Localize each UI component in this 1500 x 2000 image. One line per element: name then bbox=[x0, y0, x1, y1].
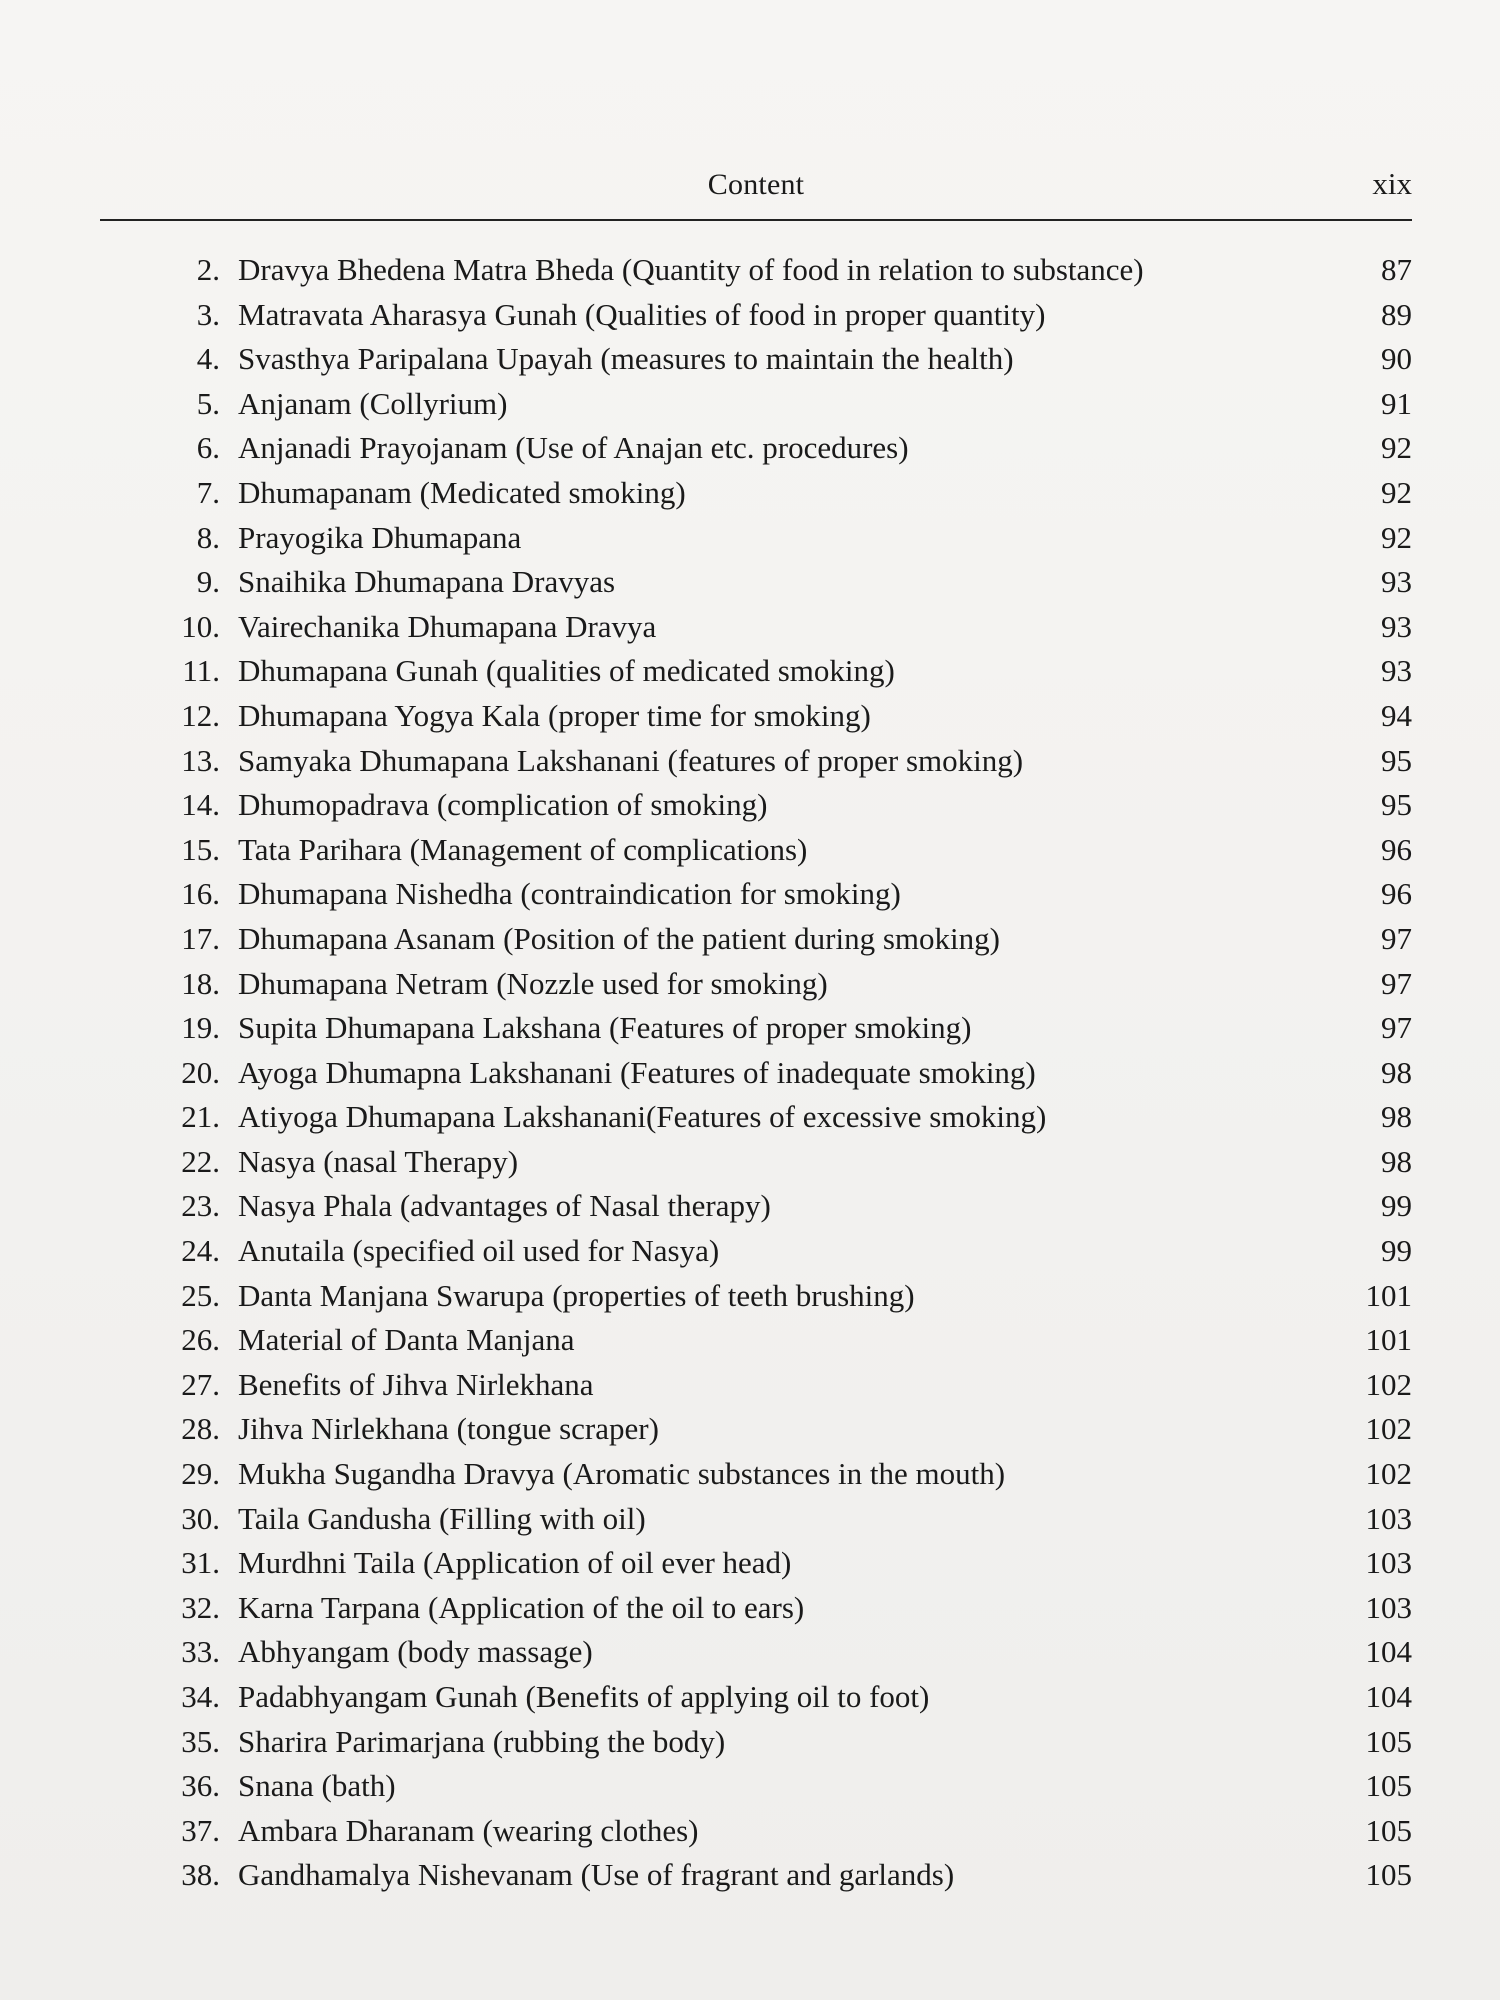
toc-entry bbox=[100, 739, 1412, 784]
table-of-contents bbox=[100, 248, 1412, 1898]
toc-entry bbox=[100, 1764, 1412, 1809]
header-rule bbox=[100, 219, 1412, 221]
toc-entry-page: 98 bbox=[1381, 1099, 1412, 1135]
toc-entry-number: 5. bbox=[196, 385, 220, 421]
toc-entry-page: 105 bbox=[1365, 1857, 1412, 1893]
page-header bbox=[100, 158, 1412, 218]
toc-entry-title: Snaihika Dhumapana Dravyas bbox=[238, 564, 616, 600]
toc-entry-page: 92 bbox=[1381, 519, 1412, 555]
toc-entry bbox=[100, 1720, 1412, 1765]
toc-entry-number: 28. bbox=[181, 1411, 220, 1447]
toc-entry-title: Material of Danta Manjana bbox=[238, 1322, 575, 1358]
toc-entry-number: 36. bbox=[181, 1768, 220, 1804]
toc-entry bbox=[100, 962, 1412, 1007]
toc-entry-number: 26. bbox=[181, 1322, 220, 1358]
toc-entry-page: 103 bbox=[1365, 1589, 1412, 1625]
toc-entry-title: Danta Manjana Swarupa (properties of teeth brushing) bbox=[238, 1277, 915, 1313]
toc-entry bbox=[100, 1318, 1412, 1363]
toc-entry-page: 92 bbox=[1381, 430, 1412, 466]
toc-entry-page: 98 bbox=[1381, 1054, 1412, 1090]
toc-entry bbox=[100, 1541, 1412, 1586]
toc-entry-number: 10. bbox=[181, 608, 220, 644]
toc-entry-number: 32. bbox=[181, 1589, 220, 1625]
toc-entry-page: 91 bbox=[1381, 385, 1412, 421]
toc-entry-page: 103 bbox=[1365, 1500, 1412, 1536]
page-number: xix bbox=[1372, 166, 1412, 201]
toc-entry-title: Samyaka Dhumapana Lakshanani (features of proper smoking) bbox=[238, 742, 1024, 778]
toc-entry-page: 97 bbox=[1381, 920, 1412, 956]
toc-entry-page: 92 bbox=[1381, 474, 1412, 510]
toc-entry-page: 93 bbox=[1381, 608, 1412, 644]
toc-entry bbox=[100, 1274, 1412, 1319]
toc-entry-title: Vairechanika Dhumapana Dravya bbox=[238, 608, 657, 644]
toc-entry-title: Supita Dhumapana Lakshana (Features of proper smoking) bbox=[238, 1010, 972, 1046]
toc-entry bbox=[100, 1006, 1412, 1051]
toc-entry bbox=[100, 872, 1412, 917]
page-title: Content bbox=[707, 168, 805, 201]
toc-entry-page: 105 bbox=[1365, 1768, 1412, 1804]
toc-entry-page: 87 bbox=[1381, 252, 1412, 287]
toc-entry-number: 20. bbox=[181, 1054, 220, 1090]
toc-entry-number: 17. bbox=[181, 920, 220, 956]
toc-entry bbox=[100, 1630, 1412, 1675]
toc-entry bbox=[100, 694, 1412, 739]
toc-entry-number: 4. bbox=[196, 341, 220, 377]
toc-entry-title: Dhumopadrava (complication of smoking) bbox=[238, 787, 768, 823]
toc-entry-number: 15. bbox=[181, 831, 220, 867]
toc-entry-number: 38. bbox=[181, 1857, 220, 1893]
toc-entry-page: 104 bbox=[1365, 1679, 1412, 1714]
toc-entry bbox=[100, 1452, 1412, 1497]
toc-entry-title: Abhyangam (body massage) bbox=[238, 1634, 593, 1670]
toc-entry bbox=[100, 1586, 1412, 1631]
toc-entry-page: 97 bbox=[1381, 965, 1412, 1001]
toc-entry-number: 30. bbox=[181, 1500, 220, 1536]
toc-entry-number: 33. bbox=[181, 1634, 220, 1670]
toc-entry bbox=[100, 649, 1412, 694]
toc-entry-title: Karna Tarpana (Application of the oil to ears) bbox=[238, 1589, 805, 1625]
toc-entry-number: 19. bbox=[181, 1010, 220, 1046]
toc-entry-page: 93 bbox=[1381, 653, 1412, 689]
toc-entry-number: 13. bbox=[181, 742, 220, 778]
toc-entry bbox=[100, 1051, 1412, 1096]
toc-entry bbox=[100, 516, 1412, 561]
toc-entry bbox=[100, 1095, 1412, 1140]
toc-entry-number: 35. bbox=[181, 1723, 220, 1759]
toc-entry bbox=[100, 783, 1412, 828]
toc-entry bbox=[100, 1497, 1412, 1542]
toc-entry-page: 96 bbox=[1381, 876, 1412, 912]
toc-entry-page: 102 bbox=[1365, 1411, 1412, 1447]
toc-entry-number: 12. bbox=[181, 697, 220, 733]
toc-entry-page: 101 bbox=[1365, 1322, 1412, 1358]
toc-entry-number: 8. bbox=[196, 519, 220, 555]
toc-entry-page: 90 bbox=[1381, 341, 1412, 377]
toc-entry-page: 95 bbox=[1381, 787, 1412, 823]
toc-entry-number: 6. bbox=[196, 430, 220, 466]
toc-entry-number: 22. bbox=[181, 1143, 220, 1179]
toc-entry-title: Dhumapana Yogya Kala (proper time for smoking) bbox=[238, 697, 871, 733]
toc-entry-title: Ayoga Dhumapna Lakshanani (Features of inadequate smoking) bbox=[238, 1054, 1036, 1090]
toc-entry-number: 34. bbox=[181, 1679, 220, 1714]
toc-entry-number: 24. bbox=[181, 1233, 220, 1269]
toc-entry-page: 103 bbox=[1365, 1545, 1412, 1581]
toc-entry-page: 102 bbox=[1365, 1456, 1412, 1492]
toc-entry-number: 7. bbox=[196, 474, 220, 510]
toc-entry bbox=[100, 426, 1412, 471]
toc-entry-page: 105 bbox=[1365, 1723, 1412, 1759]
toc-entry-number: 25. bbox=[181, 1277, 220, 1313]
toc-entry-page: 102 bbox=[1365, 1366, 1412, 1402]
toc-entry-title: Anjanam (Collyrium) bbox=[238, 385, 508, 421]
toc-entry-title: Nasya (nasal Therapy) bbox=[238, 1143, 519, 1179]
toc-entry bbox=[100, 917, 1412, 962]
toc-entry-title: Dhumapana Gunah (qualities of medicated smoking) bbox=[238, 653, 895, 689]
toc-entry-page: 104 bbox=[1365, 1634, 1412, 1670]
toc-entry-title: Dhumapana Nishedha (contraindication for smoking) bbox=[238, 876, 901, 912]
toc-entry-number: 2. bbox=[196, 252, 220, 287]
toc-entry-title: Benefits of Jihva Nirlekhana bbox=[238, 1366, 594, 1402]
toc-entry-page: 89 bbox=[1381, 296, 1412, 332]
toc-entry-number: 14. bbox=[181, 787, 220, 823]
toc-entry bbox=[100, 1229, 1412, 1274]
toc-entry-page: 99 bbox=[1381, 1188, 1412, 1224]
toc-entry-number: 27. bbox=[181, 1366, 220, 1402]
toc-entry-page: 96 bbox=[1381, 831, 1412, 867]
toc-entry bbox=[100, 1184, 1412, 1229]
toc-entry bbox=[100, 337, 1412, 382]
toc-entry-title: Dhumapana Asanam (Position of the patient during smoking) bbox=[238, 920, 1000, 956]
toc-entry-page: 94 bbox=[1381, 697, 1412, 733]
toc-entry-title: Tata Parihara (Management of complications) bbox=[238, 831, 808, 867]
toc-entry-page: 98 bbox=[1381, 1143, 1412, 1179]
toc-entry-number: 21. bbox=[181, 1099, 220, 1135]
toc-entry-title: Ambara Dharanam (wearing clothes) bbox=[238, 1812, 699, 1848]
toc-entry-title: Dhumapanam (Medicated smoking) bbox=[238, 474, 686, 510]
toc-entry bbox=[100, 560, 1412, 605]
toc-entry-title: Snana (bath) bbox=[238, 1768, 396, 1804]
toc-entry-title: Anutaila (specified oil used for Nasya) bbox=[238, 1233, 720, 1269]
toc-entry-number: 3. bbox=[196, 296, 220, 332]
toc-entry-title: Padabhyangam Gunah (Benefits of applying oil to foot) bbox=[238, 1679, 930, 1714]
toc-entry bbox=[100, 248, 1412, 293]
toc-entry-number: 37. bbox=[181, 1812, 220, 1848]
toc-entry-title: Matravata Aharasya Gunah (Qualities of food in proper quantity) bbox=[238, 296, 1046, 332]
toc-entry-title: Svasthya Paripalana Upayah (measures to maintain the health) bbox=[238, 341, 1014, 377]
toc-entry-title: Nasya Phala (advantages of Nasal therapy) bbox=[238, 1188, 771, 1224]
toc-entry bbox=[100, 1675, 1412, 1720]
toc-entry-title: Atiyoga Dhumapana Lakshanani(Features of excessive smoking) bbox=[238, 1099, 1047, 1135]
toc-entry bbox=[100, 1853, 1412, 1898]
toc-entry-page: 95 bbox=[1381, 742, 1412, 778]
toc-entry bbox=[100, 1363, 1412, 1408]
toc-entry-number: 16. bbox=[181, 876, 220, 912]
toc-entry-page: 97 bbox=[1381, 1010, 1412, 1046]
toc-entry-title: Mukha Sugandha Dravya (Aromatic substances in the mouth) bbox=[238, 1456, 1006, 1492]
toc-entry-number: 18. bbox=[181, 965, 220, 1001]
toc-entry-title: Anjanadi Prayojanam (Use of Anajan etc. procedures) bbox=[238, 430, 909, 466]
toc-entry-page: 105 bbox=[1365, 1812, 1412, 1848]
toc-entry-title: Gandhamalya Nishevanam (Use of fragrant and garlands) bbox=[238, 1857, 955, 1893]
toc-entry-number: 23. bbox=[181, 1188, 220, 1224]
toc-entry-title: Jihva Nirlekhana (tongue scraper) bbox=[238, 1411, 659, 1447]
toc-entry-page: 99 bbox=[1381, 1233, 1412, 1269]
toc-entry bbox=[100, 382, 1412, 427]
toc-entry bbox=[100, 293, 1412, 338]
toc-entry-title: Murdhni Taila (Application of oil ever head) bbox=[238, 1545, 792, 1581]
toc-entry bbox=[100, 828, 1412, 873]
toc-entry-title: Dravya Bhedena Matra Bheda (Quantity of food in relation to substance) bbox=[238, 252, 1144, 287]
toc-entry bbox=[100, 1140, 1412, 1185]
toc-entry-title: Sharira Parimarjana (rubbing the body) bbox=[238, 1723, 726, 1759]
toc-entry-number: 11. bbox=[182, 653, 220, 689]
toc-entry bbox=[100, 1809, 1412, 1854]
toc-entry-number: 29. bbox=[181, 1456, 220, 1492]
toc-entry-title: Dhumapana Netram (Nozzle used for smoking) bbox=[238, 965, 828, 1001]
toc-entry-title: Taila Gandusha (Filling with oil) bbox=[238, 1500, 646, 1536]
toc-entry bbox=[100, 471, 1412, 516]
toc-entry-title: Prayogika Dhumapana bbox=[238, 519, 522, 555]
toc-entry bbox=[100, 605, 1412, 650]
toc-entry-page: 93 bbox=[1381, 564, 1412, 600]
toc-entry bbox=[100, 1407, 1412, 1452]
toc-entry-number: 9. bbox=[196, 564, 220, 600]
toc-entry-page: 101 bbox=[1365, 1277, 1412, 1313]
toc-entry-number: 31. bbox=[181, 1545, 220, 1581]
